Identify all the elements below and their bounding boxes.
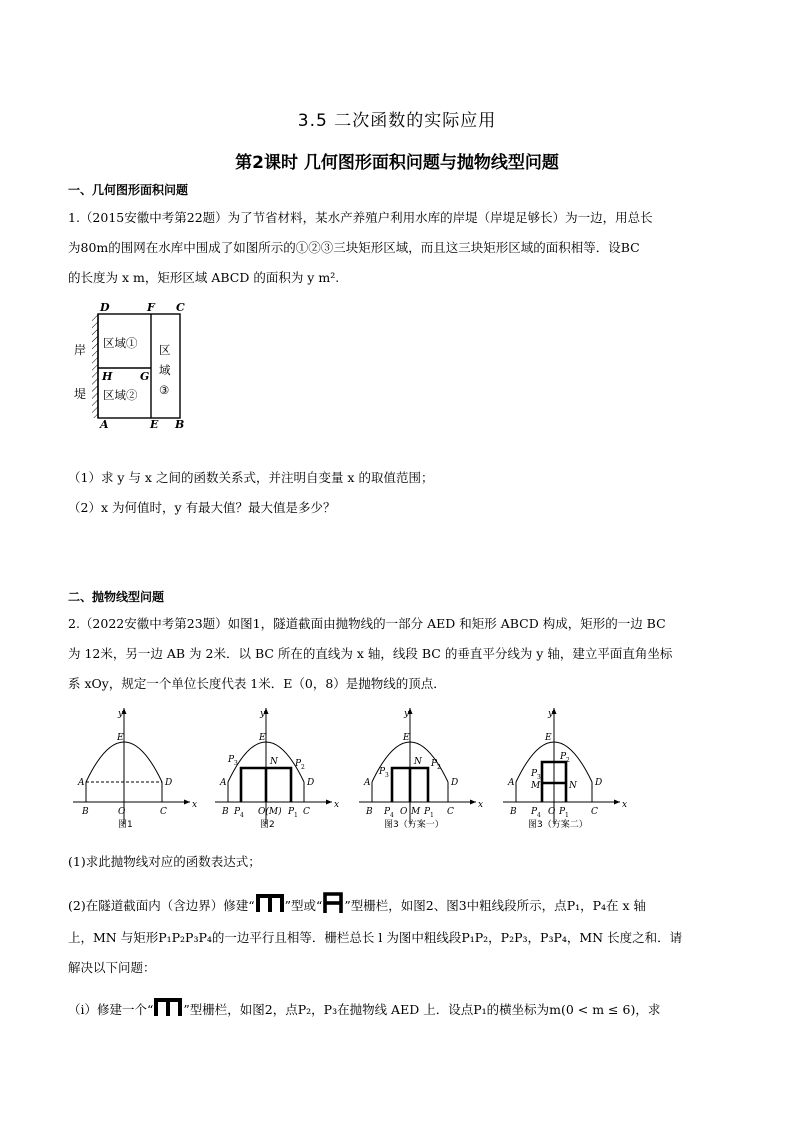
svg-text:E: E [259,733,266,743]
svg-text:2: 2 [437,764,441,771]
bank-label-1: 岸 [74,343,87,357]
svg-text:P: P [295,759,302,769]
question-1-part-1: （1）求 y 与 x 之间的函数关系式，并注明自变量 x 的取值范围； [68,470,434,485]
page-title: 3.5 二次函数的实际应用 [297,111,497,131]
svg-text:B: B [366,807,373,817]
svg-text:N: N [569,781,577,791]
figure-1-caption: 图1 [118,820,133,830]
svg-text:C: C [447,807,454,817]
q2p2-text-b: ”型或“ [284,898,323,913]
question-1-line-2: 为80m的围网在水库中围成了如图所示的①②③三块矩形区域，而且这三块矩形区域的面积相等．设BC [68,240,640,255]
svg-text:y: y [548,709,554,719]
region-3-label-a: 区 [159,343,171,357]
svg-text:1: 1 [430,812,434,819]
svg-text:x: x [622,800,628,810]
q2p3-text-b: ”型栅栏，如图2，点P₂，P₃在抛物线 AED 上．设点P₁的横坐标为m(0 < m ≤ 6)，求 [183,1002,661,1017]
figure-3b-caption: 图3（方案二） [528,820,588,830]
svg-text:O: O [118,807,126,817]
question-2-part-2-line-1 [68,891,738,921]
svg-text:x: x [192,800,198,810]
svg-text:B: B [82,807,89,817]
svg-text:M: M [531,781,541,791]
svg-text:A: A [508,778,515,788]
region-3-label-b: 域 [159,363,171,377]
question-2-line-2: 为 12米，另一边 AB 为 2米．以 BC 所在的直线为 x 轴，线段 BC 的垂直平分线为 y 轴，建立平面直角坐标 [68,646,673,661]
svg-text:A: A [78,778,85,788]
svg-text:O(M): O(M) [258,807,282,817]
section-heading-2: 二、抛物线型问题 [68,590,165,604]
region-3-label-c: ③ [159,383,170,397]
figure-row-parabolas [68,704,648,836]
figure-3b [503,708,627,830]
svg-text:3: 3 [234,760,238,767]
svg-text:P: P [559,807,566,817]
question-1-part-2: （2）x 为何值时，y 有最大值？最大值是多少？ [68,500,336,515]
svg-text:2: 2 [566,757,570,764]
label-H: H [102,370,113,383]
svg-text:y: y [404,709,410,719]
svg-text:N: N [414,757,422,767]
svg-text:D: D [451,778,459,788]
figure-3a-caption: 图3（方案一） [384,820,444,830]
svg-text:O: O [548,807,556,817]
label-A: A [100,418,109,431]
svg-text:E: E [545,733,552,743]
figure-3a [359,708,483,830]
question-2-line-1: 2.（2022安徽中考第23题）如图1，隧道截面由抛物线的一部分 AED 和矩形 ABCD 构成，矩形的一边 BC [68,616,666,631]
q2p2-text-c: ”型栅栏，如图2、图3中粗线段所示，点P₁，P₄在 x 轴 [344,898,647,913]
svg-text:P: P [431,759,438,769]
svg-text:D: D [595,778,603,788]
label-E: E [150,418,159,431]
question-1-line-3: 的长度为 x m，矩形区域 ABCD 的面积为 y m². [68,270,340,285]
svg-text:E: E [117,733,124,743]
svg-text:1: 1 [294,812,298,819]
svg-text:B: B [222,807,229,817]
svg-text:C: C [591,807,598,817]
label-C: C [176,301,185,314]
svg-text:D: D [165,778,173,788]
svg-text:B: B [510,807,517,817]
bank-label-2: 堤 [74,387,87,401]
svg-text:E: E [403,733,410,743]
svg-text:y: y [118,709,124,719]
fence-shape-pi-icon-2 [153,997,183,1017]
svg-text:3: 3 [385,772,389,779]
svg-text:D: D [307,778,315,788]
fence-shape-pi-icon [255,893,285,913]
svg-text:3: 3 [537,774,541,781]
figure-2 [215,708,339,830]
svg-text:y: y [260,709,266,719]
question-2-line-3: 系 xOy，规定一个单位长度代表 1米．E（0，8）是抛物线的顶点． [68,676,446,691]
svg-text:4: 4 [390,812,394,819]
svg-text:C: C [160,807,167,817]
question-2-part-2-line-3: 解决以下问题： [68,960,156,975]
region-2-label: 区域② [103,388,138,402]
svg-text:P: P [288,807,295,817]
svg-text:A: A [364,778,371,788]
svg-text:P: P [424,807,431,817]
svg-text:P: P [384,807,391,817]
q2p2-text-a: (2)在隧道截面内（含边界）修建“ [68,898,255,913]
svg-text:P: P [234,807,241,817]
page-subtitle: 第2课时 几何图形面积问题与抛物线型问题 [235,153,559,173]
svg-text:x: x [334,800,340,810]
svg-text:4: 4 [240,812,244,819]
svg-text:2: 2 [301,764,305,771]
label-G: G [140,370,150,383]
figure-1 [73,708,197,830]
svg-text:P: P [560,752,567,762]
fence-shape-grid-icon [322,892,344,914]
svg-text:P: P [228,755,235,765]
label-D: D [100,301,110,314]
svg-text:M: M [411,807,421,817]
label-B: B [175,418,185,431]
svg-text:C: C [303,807,310,817]
figure-regions [70,300,200,432]
figure-2-caption: 图2 [260,820,275,830]
section-heading-1: 一、几何图形面积问题 [68,183,189,197]
svg-text:P: P [531,807,538,817]
svg-text:A: A [220,778,227,788]
svg-text:4: 4 [537,812,541,819]
region-1-label: 区域① [103,336,138,350]
svg-text:O: O [400,807,408,817]
svg-text:P: P [531,769,538,779]
svg-text:P: P [379,767,386,777]
label-F: F [147,301,155,314]
question-2-part-2-line-2: 上，MN 与矩形P₁P₂P₃P₄的一边平行且相等．栅栏总长 l 为图中粗线段P₁P₂，P₂P₃，P₃P₄，MN 长度之和．请 [68,930,683,945]
question-1-line-1: 1.（2015安徽中考第22题）为了节省材料，某水产养殖户利用水库的岸堤（岸堤足够长）为一边，用总长 [68,210,653,225]
svg-text:N: N [270,757,278,767]
question-2-part-1: (1)求此抛物线对应的函数表达式； [68,854,261,869]
q2p3-text-a: （ⅰ）修建一个“ [68,1002,154,1017]
bank-hatch [92,314,98,418]
svg-text:1: 1 [565,812,569,819]
svg-text:x: x [478,800,484,810]
question-2-part-3 [68,995,738,1025]
